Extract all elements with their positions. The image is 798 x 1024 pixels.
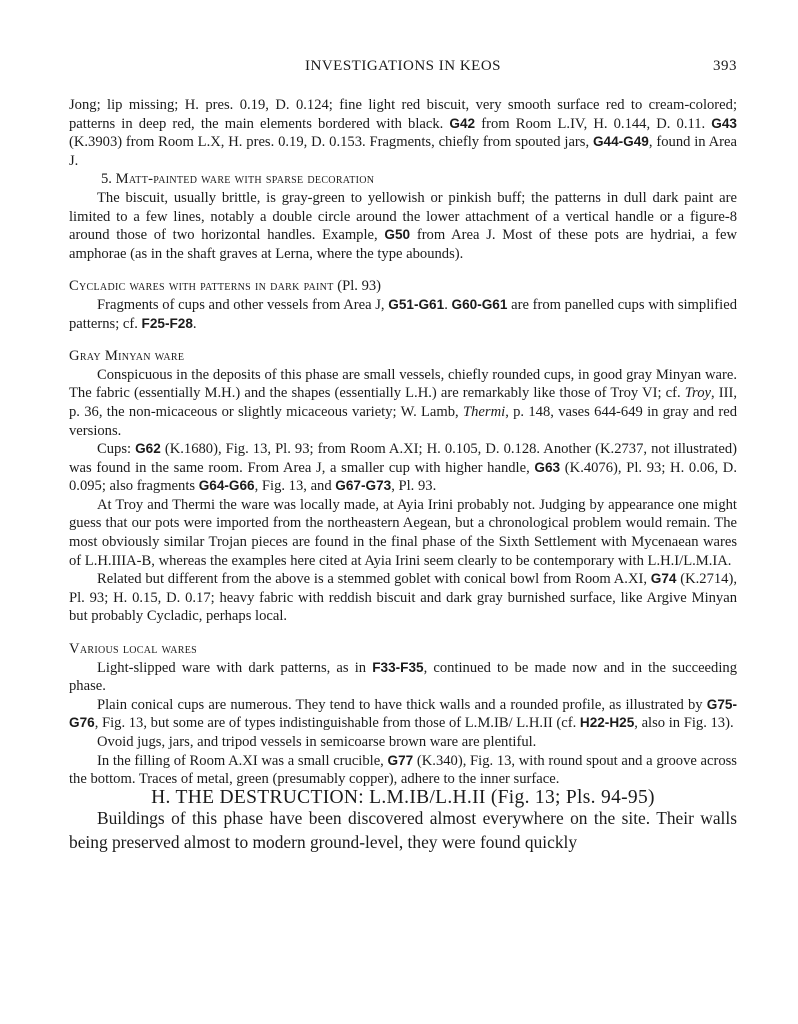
catalog-ref: G44-G49 xyxy=(592,134,649,150)
paragraph xyxy=(69,496,737,570)
catalog-ref: G75-G76 xyxy=(69,696,737,731)
text-run: Fragments of cups and other vessels from Area J, xyxy=(97,296,389,313)
catalog-ref: G62 xyxy=(135,441,161,457)
catalog-ref: G42 xyxy=(449,115,476,131)
section-heading xyxy=(69,640,737,659)
section-title: Gray Minyan ware xyxy=(69,348,185,365)
text-run: At Troy and Thermi the ware was locally made, at Ayia Irini probably not. Judging by appearance one might guess that our pots were imported from the northeastern Aegean, but a chronological problem would remain. The most obviously similar Trojan pieces are found in the final phase of the Sixth Settlement with Mycenaean wares of L.H.IIIA-B, whereas the examples here cited at Ayia Irini seem clearly to be contemporary with L.H.I/L.M.IA. xyxy=(69,496,737,569)
catalog-ref: G64-G66 xyxy=(198,478,255,494)
page xyxy=(69,58,737,854)
text-run: Cups: xyxy=(97,441,136,458)
running-title: INVESTIGATIONS IN KEOS xyxy=(305,58,501,74)
italic-title: Troy xyxy=(684,385,711,402)
text-run: (K.3903) from Room L.X, H. pres. 0.19, D. 0.153. Fragments, chiefly from spouted jars, xyxy=(69,134,593,151)
paragraph xyxy=(69,659,737,696)
paragraph: Buildings of this phase have been discovered almost everywhere on the site. Their walls being preserved almost to modern ground-level, they were found quickly xyxy=(69,808,737,852)
section-heading xyxy=(69,277,737,296)
catalog-ref: G67-G73 xyxy=(335,478,392,494)
catalog-ref: G77 xyxy=(387,752,414,768)
catalog-ref: F33-F35 xyxy=(372,659,424,675)
text-run: Ovoid jugs, jars, and tripod vessels in semicoarse brown ware are plentiful. xyxy=(97,734,537,750)
paragraph xyxy=(69,189,737,263)
paragraph xyxy=(69,696,737,733)
subsection-heading xyxy=(69,170,737,189)
paragraph xyxy=(69,366,737,440)
paragraph xyxy=(69,296,737,333)
text-run: In the filling of Room A.XI was a small crucible, xyxy=(97,752,388,769)
catalog-ref: G43 xyxy=(711,115,737,131)
catalog-ref: G74 xyxy=(650,571,677,587)
text-run: Jong; lip missing; H. pres. 0.19, D. 0.124; fine light red biscuit, very smooth surface red to cream-colored; patterns in deep red, the main elements bordered with black. xyxy=(69,97,737,132)
catalog-ref: F25-F28 xyxy=(141,315,193,331)
italic-title: Thermi xyxy=(463,403,506,420)
text-run: , Fig. 13, and xyxy=(254,478,336,495)
text-run: , p. 148, vases 644-649 in gray and red versions. xyxy=(69,403,737,439)
page-number: 393 xyxy=(713,58,737,74)
section-heading-h: H. THE DESTRUCTION: L.M.IB/L.H.II (Fig. 13; Pls. 94-95) xyxy=(151,786,655,808)
text-run: . xyxy=(444,296,452,313)
text-run: (K.340), Fig. 13, with round spout and a groove across the bottom. Traces of metal, green (presumably copper), adhere to the inner surface. xyxy=(69,752,737,788)
text-run: , III, p. 36, the non-micaceous or slightly micaceous variety; W. Lamb, xyxy=(69,385,737,420)
text-run: (K.1680), Fig. 13, Pl. 93; from Room A.XI; H. 0.105, D. 0.128. Another (K.2737, not illustrated) was found in the same room. From Area J, a smaller cup with higher handle, xyxy=(69,441,737,476)
running-header xyxy=(69,58,737,82)
text-run: (K.2714), Pl. 93; H. 0.15, D. 0.17; heavy fabric with reddish biscuit and dark gray burnished surface, like Argive Minyan but probably Cycladic, perhaps local. xyxy=(69,571,737,625)
section-heading xyxy=(69,347,737,366)
text-run: from Area J. Most of these pots are hydriai, a few amphorae (as in the shaft graves at Lerna, where the type abounds). xyxy=(69,227,738,262)
text-run: Conspicuous in the deposits of this phase are small vessels, chiefly rounded cups, in good gray Minyan ware. The fabric (essentially M.H.) and the shapes (essentially L.H.) are remarkably like those of Troy VI; cf. xyxy=(69,366,737,402)
text-run: The biscuit, usually brittle, is gray-green to yellowish or pinkish buff; the patterns in dull dark paint are limited to a few lines, notably a double circle around the lower attachment of a vertical handle or a figure-8 around those of two horizontal handles. Example, xyxy=(69,189,737,244)
section-title: Cycladic wares with patterns in dark paint xyxy=(69,278,334,295)
text-run: , found in Area J. xyxy=(69,134,737,169)
text-run: (K.4076), Pl. 93; H. 0.06, D. 0.095; also fragments xyxy=(69,459,737,495)
text-run: , Fig. 13, but some are of types indistinguishable from those of L.M.IB/ L.H.II (cf. xyxy=(94,715,580,732)
paragraph xyxy=(69,752,737,789)
text-run: Light-slipped ware with dark patterns, as in xyxy=(97,659,373,676)
text-run: , also in Fig. 13). xyxy=(634,715,734,732)
catalog-ref: G60-G61 xyxy=(451,296,508,312)
paragraph xyxy=(69,96,737,170)
text-run: , continued to be made now and in the succeeding phase. xyxy=(69,659,737,695)
paragraph xyxy=(69,440,737,496)
article-body xyxy=(69,96,737,854)
catalog-ref: G63 xyxy=(534,459,561,475)
catalog-ref: G50 xyxy=(384,227,411,243)
text-run: are from panelled cups with simplified patterns; cf. xyxy=(69,296,737,332)
paragraph xyxy=(69,570,737,626)
text-run: Plain conical cups are numerous. They tend to have thick walls and a rounded profile, as illustrated by xyxy=(97,696,707,713)
paragraph xyxy=(69,733,737,752)
subsection-title: Matt-painted ware with sparse decoration xyxy=(115,171,375,188)
plate-reference: (Pl. 93) xyxy=(333,278,382,295)
text-run: , Pl. 93. xyxy=(391,478,437,495)
text-run: from Room L.IV, H. 0.144, D. 0.11. xyxy=(475,115,712,132)
section-title: Various local wares xyxy=(69,641,197,658)
subsection-number: 5. xyxy=(101,171,116,188)
catalog-ref: H22-H25 xyxy=(579,715,635,731)
text-run: . xyxy=(192,315,197,332)
text-run: Related but different from the above is a stemmed goblet with conical bowl from Room A.XI, xyxy=(97,571,651,588)
catalog-ref: G51-G61 xyxy=(388,296,445,312)
